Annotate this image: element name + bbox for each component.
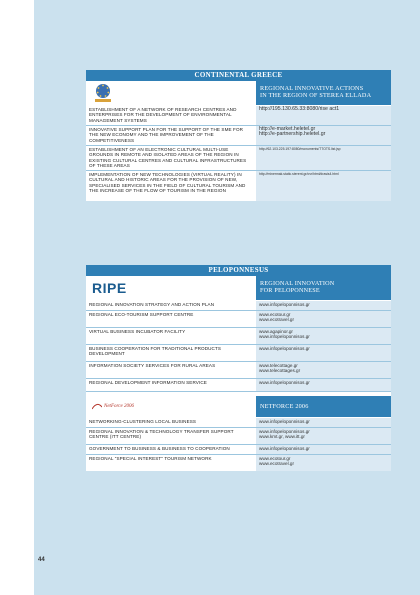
sterea-ellada-logo xyxy=(92,82,114,104)
program-title-line: REGIONAL INNOVATIVE ACTIONS xyxy=(260,85,364,92)
program-header-netforce xyxy=(86,396,391,418)
program-title xyxy=(256,81,391,105)
action-links xyxy=(256,379,391,391)
action-links xyxy=(256,106,391,125)
action-description: REGIONAL INNOVATION STRATEGY AND ACTION PLAN xyxy=(86,301,256,310)
netforce-logo-text: NetForce 2006 xyxy=(104,404,134,409)
action-description: REGIONAL DEVELOPMENT INFORMATION SERVICE xyxy=(86,379,256,391)
table-row xyxy=(86,311,391,328)
action-link[interactable]: www.ecotour.gr xyxy=(259,456,291,461)
table-row xyxy=(86,328,391,345)
program-title xyxy=(256,276,391,300)
program-title xyxy=(256,396,391,417)
action-link[interactable]: http://minermak.static.sterent.gr/ovr/html/drasis4.html xyxy=(259,172,339,176)
table-row xyxy=(86,362,391,379)
table-row xyxy=(86,428,391,445)
action-link[interactable]: www.ecotour.gr xyxy=(259,312,291,317)
action-link[interactable]: www.telecottages.gr xyxy=(259,368,301,374)
action-links xyxy=(256,428,391,444)
action-description: NETWORKING-CLUSTERING LOCAL BUSINESS xyxy=(86,418,256,427)
action-links xyxy=(256,146,391,170)
action-link[interactable]: www.infopeloponnisos.gr xyxy=(259,446,310,451)
action-link[interactable]: http://e-market.heletel.gr xyxy=(259,126,316,132)
action-link[interactable]: www.infopeloponnisos.gr xyxy=(259,429,310,434)
table-row xyxy=(86,126,391,146)
section-header: CONTINENTAL GREECE xyxy=(86,70,391,81)
action-description: REGIONAL INNOVATION & TECHNOLOGY TRANSFER SUPPORT CENTRE (ITT CENTRE) xyxy=(86,428,256,444)
action-links xyxy=(256,126,391,145)
table-row xyxy=(86,445,391,455)
action-description: INNOVATIVE SUPPORT PLAN FOR THE SUPPORT OF THE SME FOR THE NEW ECONOMY AND THE IMPROVEMENT OF THE COMPETITIVENESS xyxy=(86,126,256,145)
action-links xyxy=(256,328,391,344)
page-margin xyxy=(0,0,34,595)
action-link[interactable]: www.infopeloponnisos.gr xyxy=(259,380,310,385)
action-description: ESTABLISHMENT OF A NETWORK OF RESEARCH CENTRES AND ENTERPRISES FOR THE DEVELOPMENT OF ENVIRONMENTAL MANAGEMENT SYSTEMS xyxy=(86,106,256,125)
action-links xyxy=(256,301,391,310)
action-links xyxy=(256,455,391,471)
table-row xyxy=(86,379,391,392)
logo-cell xyxy=(86,81,256,105)
action-links xyxy=(256,418,391,427)
action-link[interactable]: http://62.103.225.197:8080/monuments/TTOTS.list.jsp xyxy=(259,147,341,151)
table-row xyxy=(86,171,391,201)
action-description: GOVERNMENT TO BUSINESS & BUSINESS TO COOPERATION xyxy=(86,445,256,454)
section-header: PELOPONNESUS xyxy=(86,265,391,276)
action-description: IMPLEMENTATION OF NEW TECHNOLOGIES (VIRTUAL REALITY) IN CULTURAL AND HISTORIC AREAS FOR THE PROVISION OF NEW, SPECIALISED SERVICES IN THE FIELD OF CULTURAL TOURISM AND THE INCREASE OF THE FLOW OF TOURISM IN THE REGION xyxy=(86,171,256,201)
program-title-line: REGIONAL INNOVATION xyxy=(260,280,335,287)
logo-cell xyxy=(86,396,256,417)
section-continental-greece xyxy=(86,70,391,201)
action-description: REGIONAL ECO-TOURISM SUPPORT CENTRE xyxy=(86,311,256,327)
action-link[interactable]: www.ecotravel.gr xyxy=(259,317,294,323)
action-links xyxy=(256,445,391,454)
program-header xyxy=(86,276,391,301)
action-links xyxy=(256,362,391,378)
logo-cell xyxy=(86,276,256,300)
action-links xyxy=(256,345,391,361)
netforce-logo xyxy=(92,403,134,411)
action-link[interactable]: www.kmt.gr, www.itt.gr xyxy=(259,434,305,440)
program-title-line: FOR PELOPONNESE xyxy=(260,287,320,294)
action-links xyxy=(256,171,391,201)
action-link[interactable]: http://e-partnership.heletel.gr xyxy=(259,131,326,138)
action-description: BUSINESS COOPERATION FOR TRADITIONAL PRODUCTS DEVELOPMENT xyxy=(86,345,256,361)
action-link[interactable]: www.ecotravel.gr xyxy=(259,461,294,467)
table-row xyxy=(86,455,391,471)
action-link[interactable]: www.infopeloponnisos.gr xyxy=(259,302,310,307)
action-link[interactable]: www.infopeloponnisos.gr xyxy=(259,346,310,351)
program-title-line: IN THE REGION OF STEREA ELLADA xyxy=(260,92,372,99)
page-number: 44 xyxy=(38,557,45,563)
action-description: INFORMATION SOCIETY SERVICES FOR RURAL AREAS xyxy=(86,362,256,378)
action-links xyxy=(256,311,391,327)
ripe-logo-text: RIPE xyxy=(92,280,127,296)
action-link[interactable]: http://195.130.65.33:8080/rise act1 xyxy=(259,106,340,112)
table-row xyxy=(86,301,391,311)
action-link[interactable]: www.telecottage.gr xyxy=(259,363,298,368)
action-link[interactable]: www.agapinor.gr xyxy=(259,329,293,334)
program-title-line: NETFORCE 2006 xyxy=(260,403,309,410)
ripe-logo xyxy=(92,280,127,296)
table-row xyxy=(86,146,391,171)
table-row xyxy=(86,418,391,428)
action-description: VIRTUAL BUSINESS INCUBATOR FACILITY xyxy=(86,328,256,344)
table-row xyxy=(86,345,391,362)
action-description: ESTABLISHMENT OF AN ELECTRONIC CULTURAL MULTI-USE GROUNDS IN REMOTE AND ISOLATED AREAS OF THE REGION IN EXISTING CULTURAL CENTRES AND CULTURAL INFRASTRUCTURES OF THESE AREAS xyxy=(86,146,256,170)
program-header xyxy=(86,81,391,106)
table-row xyxy=(86,106,391,126)
section-peloponnesus xyxy=(86,265,391,471)
action-description: REGIONAL "SPECIAL INTEREST" TOURISM NETWORK xyxy=(86,455,256,471)
action-link[interactable]: www.infopeloponnisos.gr xyxy=(259,334,310,340)
netforce-mark-icon xyxy=(92,403,102,411)
action-link[interactable]: www.infopeloponnisos.gr xyxy=(259,419,310,424)
